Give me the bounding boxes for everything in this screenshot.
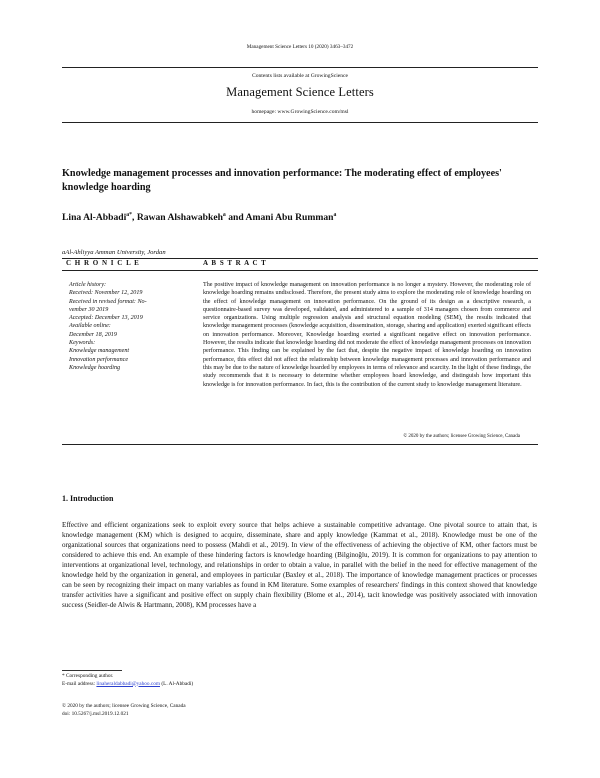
author-3-mark: a [333,212,337,218]
history-line: Accepted: December 13, 2019 [69,315,143,322]
keywords-block [69,339,191,372]
chronicle-heading: C H R O N I C L E [66,259,140,267]
introduction-heading: 1. Introduction [62,494,114,503]
email-line [62,681,193,689]
history-line: Received in revised format: No- [69,298,147,305]
author-2-mark: a [222,212,226,218]
abstract-copyright: © 2020 by the authors; licensee Growing Science, Canada [403,434,520,439]
bottom-info [62,703,186,719]
author-1: Lina Al-Abbadi [62,212,127,224]
paper-title: Knowledge management processes and innovation performance: The moderating effect of employees' knowledge hoarding [62,168,502,193]
abstract-heading: A B S T R A C T [203,259,267,267]
history-line: vember 30 2019 [69,306,109,313]
abstract-body: The positive impact of knowledge management on innovation performance is no longer a mystery. However, the moderating role of knowledge hoarding remains undisclosed. Therefore, the present study aims to explore the moderating role of knowledge hoarding on the effect of knowledge management on innovation performance. On the ground of its design as a descriptive research, a questionnaire-based survey was developed, validated, and administered to a sample of 314 managers chosen from commerce and service organizations. Using multiple regression analysis and structural equation modeling (SEM), the results indicated that knowledge management processes (knowledge acquisition, dissemination, storage, sharing and application) exerted significant effects on innovation performance. Moreover, Knowledge hoarding exerted a significant negative effect on innovation performance. However, the results indicate that knowledge hoarding did not moderate the effect of knowledge management processes on innovation performance. This finding can be explained by the fact that, despite the negative impact of knowledge hoarding on innovation performance, this effect did not affect the relationship between knowledge management processes and innovation performance and this may be due to the nature of knowledge hoarded by employees in terms of relevance and scarcity. In the light of these findings, the study recommends that it is necessary to determine whether employees hoard knowledge, and distinguish how important this knowledge is for innovation performance. In fact, this is the contribution of the current study to knowledge management literature. [203,282,531,388]
author-list [62,212,532,223]
history-line: Available online: [69,323,111,330]
keywords-label: Keywords: [69,340,96,346]
affiliation: aAl-Ahliyya Amman University, Jordan [62,249,166,256]
journal-header [62,67,538,123]
email-owner: (L. Al-Abbadi) [160,680,194,687]
abstract-end-rule [62,444,538,445]
journal-homepage[interactable]: homepage: www.GrowingScience.com/msl [251,109,349,115]
doi[interactable]: doi: 10.5267/j.msl.2019.12.021 [62,710,129,717]
author-2: , Rawan Alshawabkeh [132,212,223,224]
journal-reference: Management Science Letters 10 (2020) 3463–3472 [246,44,354,50]
footnote-rule [62,670,122,671]
introduction-body: Effective and efficient organizations seek to exploit every source that helps achieve a sustainable competitive advantage. One pivotal source to attain that, is knowledge management (KM) which is designed to acquire, disseminate, share and apply knowledge (Kammat et al., 2018). Knowledge must be one of the organizational sources that organizations need to possess (Mahdi et al., 2019). In view of the effectiveness of achieving the objective of KM, other factors must be considered to achieve this end. An example of these hindering factors is knowledge hoarding (Bilginoğlu, 2019). It is common for organizations to pay attention to interventions at organizational level, technology, and relationships in order to obtain a value, in parallel with the belief in the need for effective management of the knowledge held by the organization in general, and employees in particular (Baxley et al., 2018). The importance of knowledge management practices or processes can be seen by recognizing their impact on many variables as found in KM literature. Some examples of researchers' findings in this context showed that knowledge transfer activities have a significant and positive effect on supply chain flexibility (Blome et al., 2014), tacit knowledge was positively associated with innovation success (Seidler-de Alwis & Hartmann, 2008), KM processes have a [62,521,537,609]
corresponding-author-note: * Corresponding author. [62,673,114,679]
history-label: Article history: [69,282,107,288]
section-rule-bottom [62,270,538,271]
history-line: Received: November 12, 2019 [69,290,143,297]
contents-available-line: Contents lists available at GrowingScience [251,73,348,79]
email-link[interactable]: linaheraldabbadi@yahoo.com [96,680,160,687]
author-1-mark: a* [126,212,133,218]
keyword-item: Innovation performance [69,356,129,363]
history-line: December 18, 2019 [69,331,117,338]
email-label: E-mail address: [62,680,97,687]
keyword-item: Knowledge hoarding [69,364,121,371]
author-3: and Amani Abu Rumman [225,212,334,224]
journal-name: Management Science Letters [226,85,374,99]
bottom-copyright: © 2020 by the authors; licensee Growing Science, Canada [62,703,186,709]
footnotes [62,673,193,688]
article-history [69,281,191,339]
keyword-item: Knowledge management [69,348,130,355]
